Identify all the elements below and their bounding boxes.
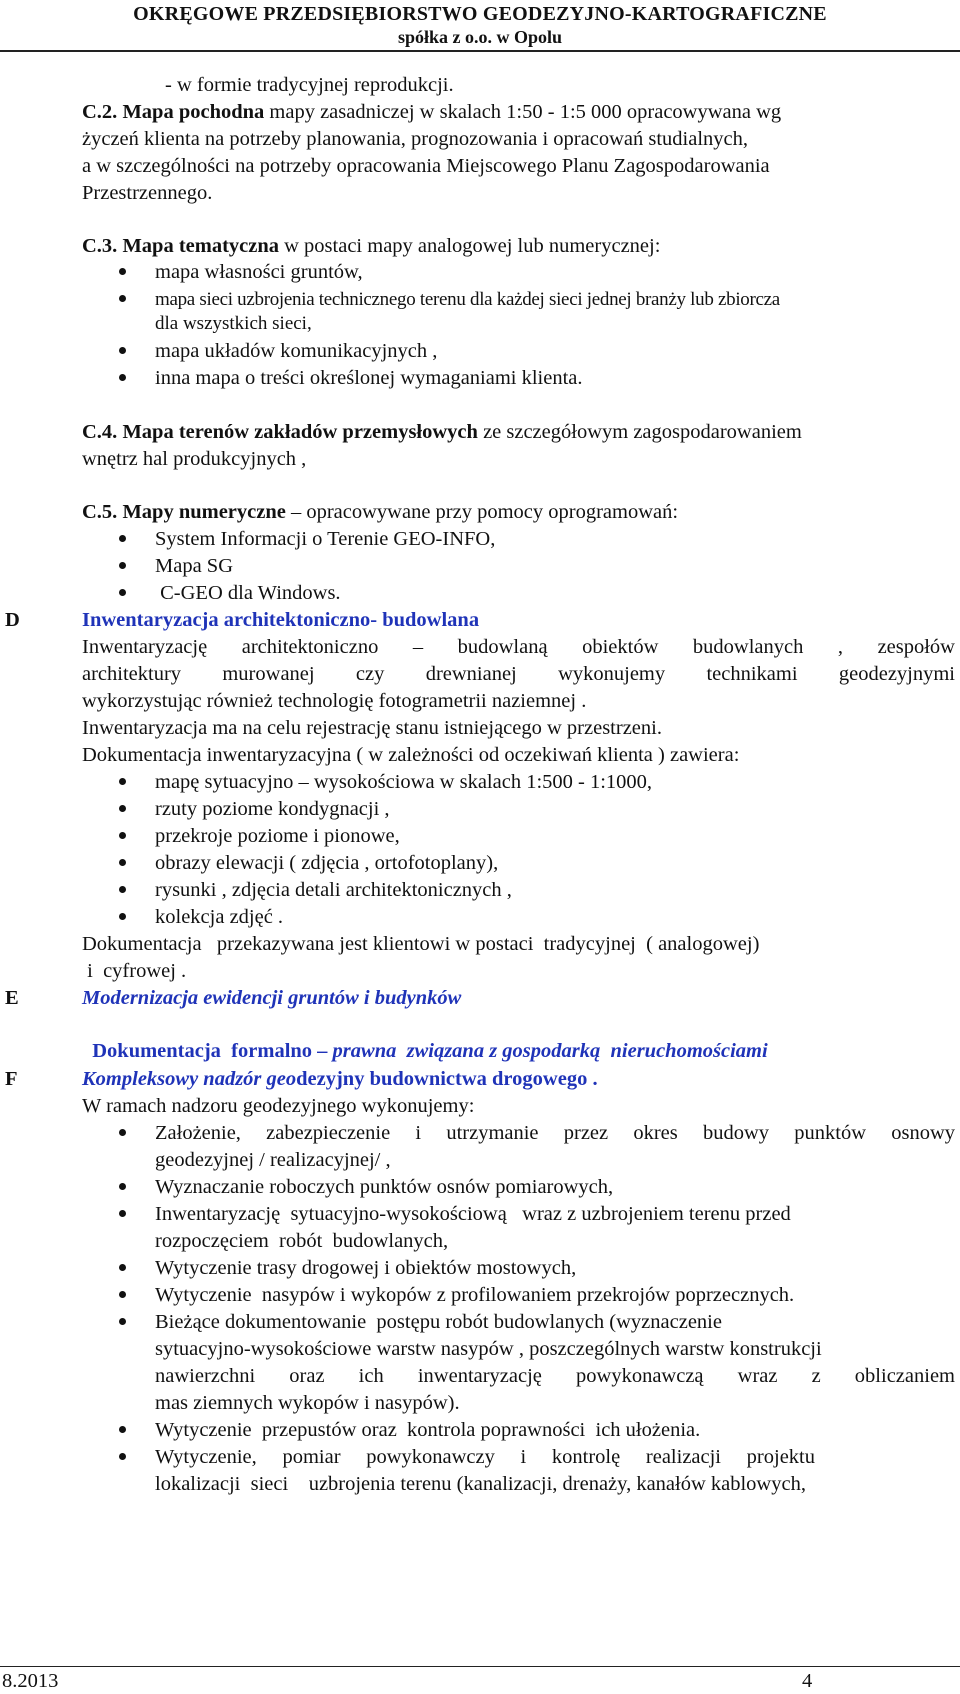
f-heading-italic: Kompleksowy nadzór geo [82, 1068, 297, 1090]
bullet [119, 1291, 126, 1298]
c2-line1 [82, 99, 781, 125]
c4-number: C.4. [82, 421, 118, 443]
c4-rest: ze szczegółowym zagospodarowaniem [483, 421, 802, 443]
bullet [119, 778, 126, 785]
bullet [119, 589, 126, 596]
company-name: OKRĘGOWE PRZEDSIĘBIORSTWO GEODEZYJNO-KARTOGRAFICZNE [133, 3, 827, 25]
c3-number: C.3. [82, 235, 118, 257]
c5-intro [82, 499, 678, 525]
d-item: obrazy elewacji ( zdjęcia , ortofotoplany), [155, 852, 499, 874]
bullet [119, 886, 126, 893]
d-paragraph: Inwentaryzacja ma na celu rejestrację stanu istniejącego w przestrzeni. [82, 717, 662, 739]
c2-title: Mapa pochodna [122, 101, 265, 123]
f-item: Wytyczenie, pomiar powykonawczy i kontrolę realizacji projektu [155, 1446, 815, 1468]
d-item: mapę sytuacyjno – wysokościowa w skalach 1:500 - 1:1000, [155, 771, 653, 793]
d-paragraph-line: wykorzystując również technologię fotogrametrii naziemnej . [82, 690, 587, 712]
c3-item: mapa układów komunikacyjnych , [155, 340, 438, 362]
f-heading-bold: dezyjny budownictwa drogowego . [296, 1068, 598, 1090]
bullet [119, 374, 126, 381]
d-item: rysunki , zdjęcia detali architektonicznych , [155, 879, 512, 901]
f-item-cont: sytuacyjno-wysokościowe warstw nasypów , poszczególnych warstw konstrukcji [155, 1338, 822, 1360]
c5-rest: – opracowywane przy pomocy oprogramowań: [290, 501, 679, 523]
d-paragraph: Dokumentacja przekazywana jest klientowi w postaci tradycyjnej ( analogowej) [82, 933, 760, 955]
c2-number: C.2. [82, 101, 118, 123]
section-e-subheading [82, 1012, 768, 1064]
section-letter-e: E [5, 987, 19, 1009]
c5-item: Mapa SG [155, 555, 234, 577]
e-sub-italic: prawna związana z gospodarką nieruchomościami [327, 1040, 768, 1062]
page-number: 4 [802, 1670, 813, 1692]
bullet [119, 1426, 126, 1433]
d-paragraph-line: architektury murowanej czy drewnianej wykonujemy technikami geodezyjnymi [82, 663, 955, 685]
f-item: Bieżące dokumentowanie postępu robót budowlanych (wyznaczenie [155, 1311, 722, 1333]
f-item: Wytyczenie trasy drogowej i obiektów mostowych, [155, 1257, 577, 1279]
c3-item: inna mapa o treści określonej wymaganiami klienta. [155, 367, 583, 389]
footer-divider [0, 1666, 960, 1667]
f-item-cont: rozpoczęciem robót budowlanych, [155, 1230, 449, 1252]
bullet [119, 805, 126, 812]
section-letter-d: D [5, 609, 20, 631]
f-item-cont: nawierzchni oraz ich inwentaryzację powykonawczą wraz z obliczaniem [155, 1365, 955, 1387]
company-subtitle: spółka z o.o. w Opolu [397, 27, 563, 47]
f-item: Wytyczenie przepustów oraz kontrola poprawności ich ułożenia. [155, 1419, 701, 1441]
c3-item-cont: dla wszystkich sieci, [155, 313, 312, 334]
bullet [119, 347, 126, 354]
d-paragraph: i cyfrowej . [82, 960, 187, 982]
c3-intro [82, 233, 660, 259]
c3-item: mapa własności gruntów, [155, 261, 363, 283]
f-item-cont: mas ziemnych wykopów i nasypów). [155, 1392, 460, 1414]
d-item: rzuty poziome kondygnacji , [155, 798, 390, 820]
bullet [119, 268, 126, 275]
c3-item: mapa sieci uzbrojenia technicznego terenu dla każdej sieci jednej branży lub zbiorcza [155, 289, 780, 310]
c4-line2: wnętrz hal produkcyjnych , [82, 448, 307, 470]
bullet [119, 1210, 126, 1217]
c2-line2: życzeń klienta na potrzeby planowania, prognozowania i opracowań studialnych, [82, 128, 748, 150]
bullet [119, 1264, 126, 1271]
c2-line1-rest: mapy zasadniczej w skalach 1:50 - 1:5 000 opracowywana wg [269, 101, 782, 123]
bullet [119, 832, 126, 839]
bullet [119, 859, 126, 866]
e-sub-bold: Dokumentacja formalno – [92, 1040, 328, 1062]
f-intro: W ramach nadzoru geodezyjnego wykonujemy: [82, 1095, 475, 1117]
c1-tail: - w formie tradycyjnej reprodukcji. [165, 74, 454, 96]
f-item-cont: geodezyjnej / realizacyjnej/ , [155, 1149, 391, 1171]
section-letter-f: F [5, 1068, 18, 1090]
c4-title: Mapa terenów zakładów przemysłowych [122, 421, 478, 443]
bullet [119, 535, 126, 542]
page-header [0, 0, 960, 48]
bullet [119, 1129, 126, 1136]
c5-item: System Informacji o Terenie GEO-INFO, [155, 528, 496, 550]
c5-title: Mapy numeryczne [122, 501, 286, 523]
d-item: kolekcja zdjęć . [155, 906, 284, 928]
bullet [119, 1183, 126, 1190]
bullet [119, 295, 126, 302]
section-d-heading: Inwentaryzacja architektoniczno- budowlana [82, 609, 480, 631]
d-item: przekroje poziome i pionowe, [155, 825, 400, 847]
bullet [119, 913, 126, 920]
section-f-heading [82, 1066, 598, 1092]
c4-line1 [82, 419, 802, 445]
bullet [119, 1318, 126, 1325]
footer-date: 8.2013 [2, 1670, 59, 1692]
c2-line4: Przestrzennego. [82, 182, 213, 204]
header-divider [0, 50, 960, 52]
c3-intro-rest: w postaci mapy analogowej lub numerycznej: [284, 235, 661, 257]
f-item: Inwentaryzację sytuacyjno-wysokościową wraz z uzbrojeniem terenu przed [155, 1203, 791, 1225]
c5-item: C-GEO dla Windows. [155, 582, 341, 604]
f-item: Wytyczenie nasypów i wykopów z profilowaniem przekrojów poprzecznych. [155, 1284, 795, 1306]
c5-number: C.5. [82, 501, 118, 523]
d-paragraph-line: Inwentaryzację architektoniczno – budowlaną obiektów budowlanych , zespołów [82, 636, 955, 658]
f-item-cont: lokalizacji sieci uzbrojenia terenu (kanalizacji, drenaży, kanałów kablowych, [155, 1473, 806, 1495]
c2-line3: a w szczególności na potrzeby opracowania Miejscowego Planu Zagospodarowania [82, 155, 770, 177]
d-paragraph: Dokumentacja inwentaryzacyjna ( w zależności od oczekiwań klienta ) zawiera: [82, 744, 740, 766]
bullet [119, 1453, 126, 1460]
f-item: Założenie, zabezpieczenie i utrzymanie przez okres budowy punktów osnowy [155, 1122, 955, 1144]
section-e-heading: Modernizacja ewidencji gruntów i budynków [82, 987, 462, 1009]
c3-title: Mapa tematyczna [122, 235, 279, 257]
bullet [119, 562, 126, 569]
f-item: Wyznaczanie roboczych punktów osnów pomiarowych, [155, 1176, 614, 1198]
